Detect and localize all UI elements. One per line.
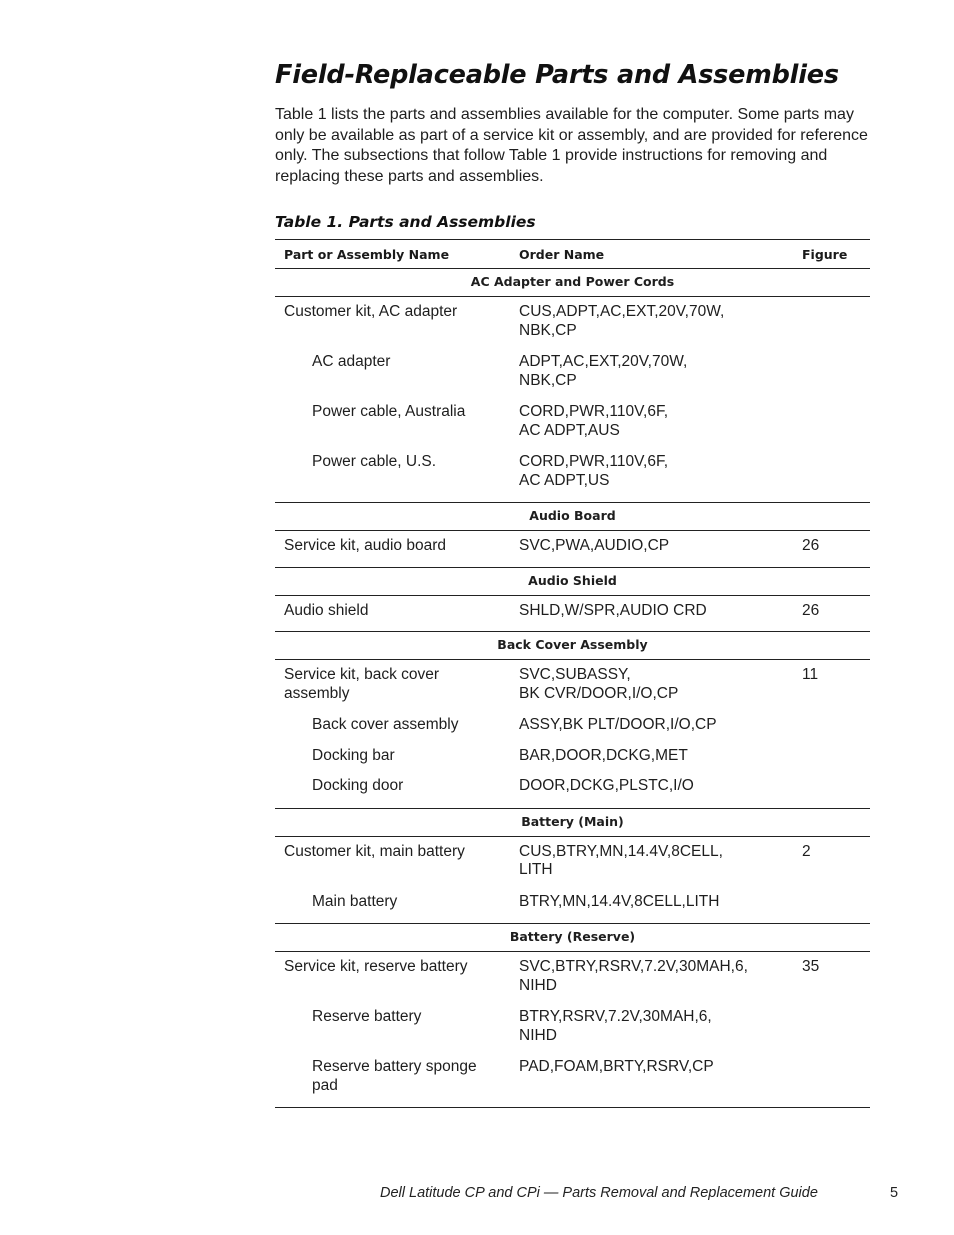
figure-cell bbox=[793, 703, 870, 735]
figure-cell bbox=[793, 735, 870, 766]
figure-cell bbox=[793, 297, 870, 341]
order-name-cell bbox=[510, 1045, 793, 1108]
section-title: AC Adapter and Power Cords bbox=[275, 269, 870, 297]
section-title: Back Cover Assembly bbox=[275, 632, 870, 660]
order-name-cell bbox=[510, 703, 793, 735]
column-header-figure: Figure bbox=[793, 240, 870, 269]
part-name-cell: Main battery bbox=[275, 880, 510, 924]
section-header-row bbox=[275, 924, 870, 952]
part-name-cell: Reserve battery bbox=[312, 1008, 422, 1025]
order-name-cell bbox=[510, 390, 793, 440]
part-name-cell: Power cable, U.S. bbox=[275, 440, 510, 503]
order-name-line: NIHD bbox=[519, 1026, 557, 1044]
part-name-cell: Docking door bbox=[275, 765, 510, 808]
intro-paragraph: Table 1 lists the parts and assemblies available for the computer. Some parts may only be available as part of a service kit or assembly, and are provided for reference only. The subsections that follow Table 1 provide instructions for removing and replacing these parts and assemblies. bbox=[275, 106, 868, 185]
table-row bbox=[275, 995, 870, 1045]
order-name-line: BAR,DOOR,DCKG,MET bbox=[519, 746, 688, 764]
section-header-row bbox=[275, 632, 870, 660]
table-row bbox=[275, 735, 870, 766]
order-name-cell bbox=[510, 531, 793, 568]
section-title: Audio Board bbox=[275, 503, 870, 531]
footer-title: Dell Latitude CP and CPi — Parts Removal and Replacement Guide bbox=[380, 1185, 818, 1201]
order-name-line: AC ADPT,AUS bbox=[519, 421, 620, 439]
order-name-line: NIHD bbox=[519, 976, 557, 994]
column-header-part-name: Part or Assembly Name bbox=[275, 240, 510, 269]
order-name-line: SVC,SUBASSY, bbox=[519, 666, 631, 683]
table-row bbox=[275, 595, 870, 632]
figure-cell: 26 bbox=[793, 595, 870, 632]
order-name-cell bbox=[510, 880, 793, 924]
part-name-cell: Reserve battery sponge pad bbox=[275, 1045, 510, 1108]
figure-cell bbox=[793, 880, 870, 924]
order-name-line: ASSY,BK PLT/DOOR,I/O,CP bbox=[519, 716, 717, 733]
order-name-line: LITH bbox=[519, 861, 553, 878]
figure-cell bbox=[793, 390, 870, 440]
table-header-row bbox=[275, 240, 870, 269]
figure-cell bbox=[793, 995, 870, 1045]
parts-table-body bbox=[275, 269, 870, 1108]
column-header-order-name: Order Name bbox=[510, 240, 793, 269]
section-header-row bbox=[275, 269, 870, 297]
figure-cell bbox=[793, 1045, 870, 1108]
part-name-cell: Service kit, audio board bbox=[275, 531, 510, 568]
order-name-line: NBK,CP bbox=[519, 371, 577, 389]
table-row bbox=[275, 660, 870, 704]
order-name-cell bbox=[510, 765, 793, 808]
order-name-line: SHLD,W/SPR,AUDIO CRD bbox=[519, 601, 707, 619]
order-name-line: SVC,PWA,AUDIO,CP bbox=[519, 537, 670, 554]
part-name-cell: Service kit, reserve battery bbox=[284, 958, 468, 975]
table-row bbox=[275, 880, 870, 924]
order-name-line: CUS,ADPT,AC,EXT,20V,70W, bbox=[519, 303, 725, 320]
section-header-row bbox=[275, 808, 870, 836]
order-name-cell bbox=[510, 297, 793, 341]
order-name-line: PAD,FOAM,BRTY,RSRV,CP bbox=[519, 1058, 714, 1075]
section-header-row bbox=[275, 567, 870, 595]
order-name-line: BK CVR/DOOR,I/O,CP bbox=[519, 684, 679, 702]
order-name-line: CUS,BTRY,MN,14.4V,8CELL, bbox=[519, 842, 723, 860]
table-row bbox=[275, 703, 870, 735]
part-name-cell: Customer kit, main battery bbox=[284, 842, 465, 860]
order-name-line: CORD,PWR,110V,6F, bbox=[519, 403, 669, 420]
table-row bbox=[275, 836, 870, 880]
order-name-line: BTRY,RSRV,7.2V,30MAH,6, bbox=[519, 1008, 712, 1025]
order-name-cell bbox=[510, 595, 793, 632]
order-name-line: NBK,CP bbox=[519, 321, 577, 339]
order-name-cell bbox=[510, 836, 793, 880]
figure-cell bbox=[793, 440, 870, 503]
figure-cell bbox=[793, 340, 870, 390]
table-row bbox=[275, 390, 870, 440]
part-name-cell: Audio shield bbox=[275, 595, 510, 632]
order-name-cell bbox=[510, 995, 793, 1045]
table-row bbox=[275, 297, 870, 341]
table-row bbox=[275, 765, 870, 808]
order-name-line: AC ADPT,US bbox=[519, 471, 610, 489]
section-header-row bbox=[275, 503, 870, 531]
part-name-cell: Back cover assembly bbox=[312, 716, 459, 733]
table-row bbox=[275, 440, 870, 503]
figure-cell bbox=[793, 765, 870, 808]
table-caption: Table 1. Parts and Assemblies bbox=[275, 213, 536, 231]
table-row bbox=[275, 340, 870, 390]
page-number: 5 bbox=[890, 1185, 899, 1201]
part-name-cell: Power cable, Australia bbox=[312, 403, 466, 420]
order-name-cell bbox=[510, 952, 793, 996]
section-title: Battery (Reserve) bbox=[275, 924, 870, 952]
figure-cell: 2 bbox=[802, 842, 811, 860]
table-row bbox=[275, 531, 870, 568]
figure-cell: 26 bbox=[793, 531, 870, 568]
page-title: Field-Replaceable Parts and Assemblies bbox=[275, 60, 839, 90]
figure-cell: 35 bbox=[802, 958, 820, 975]
order-name-line: ADPT,AC,EXT,20V,70W, bbox=[519, 353, 688, 370]
section-title: Audio Shield bbox=[275, 567, 870, 595]
part-name-cell: Customer kit, AC adapter bbox=[284, 303, 458, 320]
order-name-line: DOOR,DCKG,PLSTC,I/O bbox=[519, 777, 694, 794]
order-name-cell bbox=[510, 735, 793, 766]
section-title: Battery (Main) bbox=[275, 808, 870, 836]
part-name-cell: Service kit, back cover assembly bbox=[284, 666, 440, 702]
order-name-cell bbox=[510, 340, 793, 390]
order-name-line: SVC,BTRY,RSRV,7.2V,30MAH,6, bbox=[519, 958, 748, 975]
order-name-cell bbox=[510, 660, 793, 704]
figure-cell: 11 bbox=[802, 666, 819, 683]
table-row bbox=[275, 1045, 870, 1108]
order-name-cell bbox=[510, 440, 793, 503]
order-name-line: CORD,PWR,110V,6F, bbox=[519, 453, 669, 470]
part-name-cell: AC adapter bbox=[312, 353, 391, 370]
order-name-line: BTRY,MN,14.4V,8CELL,LITH bbox=[519, 892, 720, 910]
table-row bbox=[275, 952, 870, 996]
part-name-cell: Docking bar bbox=[312, 746, 395, 764]
parts-table bbox=[275, 239, 870, 1108]
